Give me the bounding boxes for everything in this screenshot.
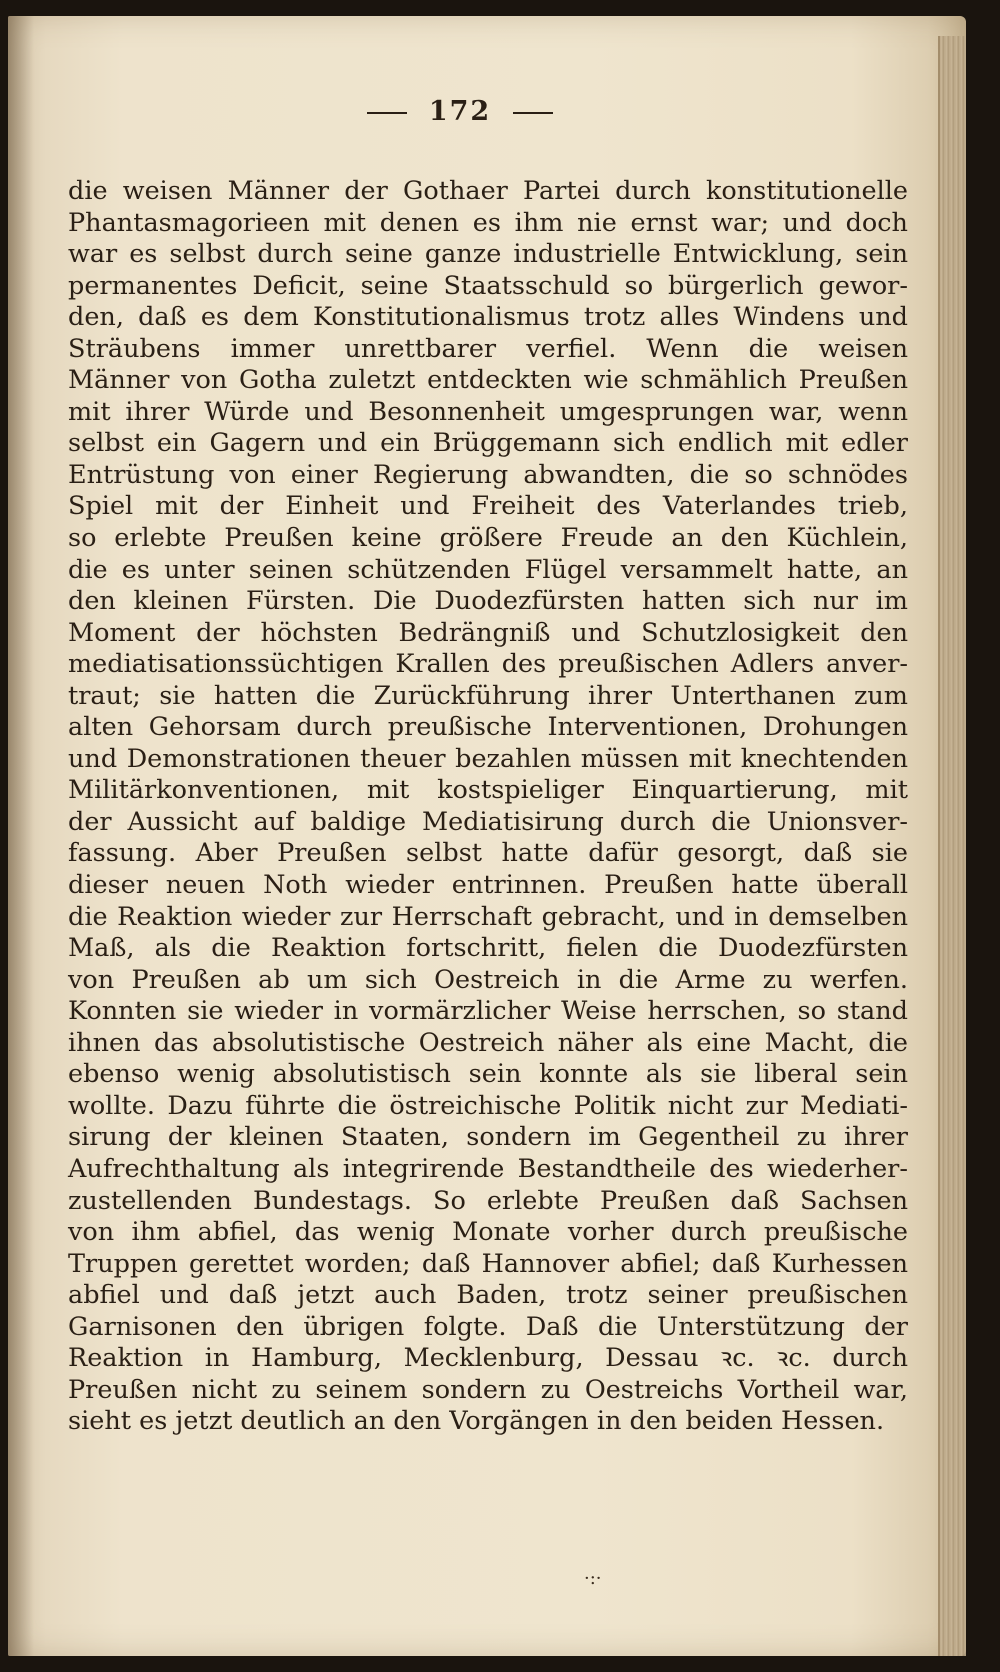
text-line: ebenso wenig absolutistisch sein konnte als sie liberal sein	[68, 1059, 908, 1090]
text-line: alten Gehorsam durch preußische Interventionen, Drohungen	[68, 712, 908, 743]
page-edges	[938, 36, 966, 1656]
page-number: 172	[428, 96, 492, 127]
header-dash-left	[367, 112, 407, 114]
text-line: war es selbst durch seine ganze industrielle Entwicklung, sein	[68, 239, 908, 270]
text-line: Entrüstung von einer Regierung abwandten, die so schnödes	[68, 459, 908, 490]
text-line: den, daß es dem Konstitutionalismus trotz alles Windens und	[68, 302, 908, 333]
text-line: den kleinen Fürsten. Die Duodezfürsten hatten sich nur im	[68, 586, 908, 617]
header-dash-right	[513, 112, 553, 114]
text-line: Sträubens immer unrettbarer verfiel. Wenn die weisen	[68, 333, 908, 364]
text-line: Maß, als die Reaktion fortschritt, fielen die Duodezfürsten	[68, 933, 908, 964]
text-line: sieht es jetzt deutlich an den Vorgängen in den beiden Hessen.	[68, 1406, 885, 1437]
text-line: selbst ein Gagern und ein Brüggemann sich endlich mit edler	[68, 428, 908, 459]
text-line: Reaktion in Hamburg, Mecklenburg, Dessau ꝛc. ꝛc. durch	[68, 1343, 908, 1374]
text-line: Preußen nicht zu seinem sondern zu Oestreichs Vortheil war,	[68, 1374, 908, 1405]
text-line: ihnen das absolutistische Oestreich näher als eine Macht, die	[68, 1027, 908, 1058]
text-line: wollte. Dazu führte die östreichische Politik nicht zur Mediati-	[68, 1090, 908, 1121]
text-line: Moment der höchsten Bedrängniß und Schutzlosigkeit den	[68, 617, 908, 648]
text-line: mit ihrer Würde und Besonnenheit umgesprungen war, wenn	[68, 396, 908, 427]
ornament: ·:·	[584, 1568, 602, 1589]
text-line: abfiel und daß jetzt auch Baden, trotz seiner preußischen	[68, 1280, 908, 1311]
text-line: Garnisonen den übrigen folgte. Daß die Unterstützung der	[68, 1311, 908, 1342]
text-line: traut; sie hatten die Zurückführung ihrer Unterthanen zum	[68, 680, 908, 711]
text-line: Phantasmagorieen mit denen es ihm nie ernst war; und doch	[68, 207, 908, 238]
text-line: so erlebte Preußen keine größere Freude an den Küchlein,	[68, 523, 908, 554]
text-line: von ihm abfiel, das wenig Monate vorher durch preußische	[68, 1217, 908, 1248]
text-line: und Demonstrationen theuer bezahlen müssen mit knechtenden	[68, 743, 908, 774]
page-header	[0, 96, 920, 127]
text-line: Aufrechthaltung als integrirende Bestandtheile des wiederher-	[68, 1153, 908, 1184]
text-line: Truppen gerettet worden; daß Hannover abfiel; daß Kurhessen	[68, 1248, 908, 1279]
text-line: die Reaktion wieder zur Herrschaft gebracht, und in demselben	[68, 901, 908, 932]
text-line: Konnten sie wieder in vormärzlicher Weise herrschen, so stand	[68, 996, 908, 1027]
body-text	[68, 176, 908, 1438]
text-line: permanentes Deficit, seine Staatsschuld so bürgerlich gewor-	[68, 270, 908, 301]
text-line: sirung der kleinen Staaten, sondern im Gegentheil zu ihrer	[68, 1122, 908, 1153]
text-line: Spiel mit der Einheit und Freiheit des Vaterlandes trieb,	[68, 491, 908, 522]
text-line: der Aussicht auf baldige Mediatisirung durch die Unionsver-	[68, 806, 908, 837]
text-line: mediatisationssüchtigen Krallen des preußischen Adlers anver-	[68, 649, 908, 680]
text-line: die weisen Männer der Gothaer Partei durch konstitutionelle	[68, 176, 908, 206]
text-line: dieser neuen Noth wieder entrinnen. Preußen hatte überall	[68, 870, 908, 901]
text-line: Männer von Gotha zuletzt entdeckten wie schmählich Preußen	[68, 365, 908, 396]
text-line: fassung. Aber Preußen selbst hatte dafür gesorgt, daß sie	[68, 838, 908, 869]
text-line: zustellenden Bundestags. So erlebte Preußen daß Sachsen	[68, 1185, 908, 1216]
text-line: die es unter seinen schützenden Flügel versammelt hatte, an	[68, 554, 908, 585]
text-line: Militärkonventionen, mit kostspieliger Einquartierung, mit	[68, 775, 908, 806]
binding-gutter	[8, 16, 34, 1656]
text-line: von Preußen ab um sich Oestreich in die Arme zu werfen.	[68, 964, 908, 995]
